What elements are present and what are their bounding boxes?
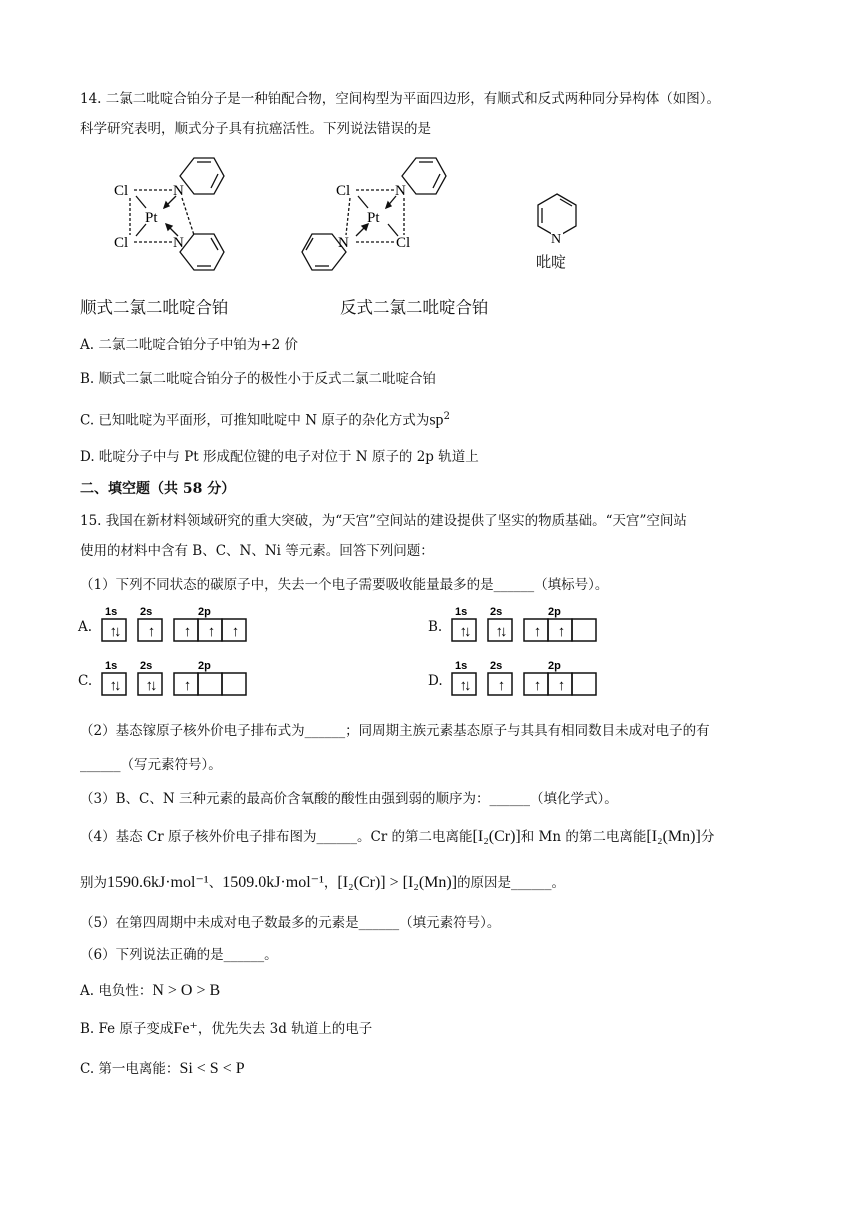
q14-option-c: [80, 408, 450, 430]
q15-part4-line1: [80, 828, 714, 846]
electron-arrows: ↑: [533, 678, 539, 694]
q15-part6-a-text: A. 电负性：: [80, 983, 153, 999]
caption-cis: 顺式二氯二吡啶合铂: [80, 298, 229, 317]
trans-n-bottom: N: [338, 235, 349, 251]
label-2p: 2p: [548, 660, 561, 672]
box-2p: [198, 673, 222, 695]
label-2s: 2s: [490, 606, 503, 618]
label-2s: 2s: [140, 606, 153, 618]
orbital-diagram: [450, 658, 610, 700]
trans-n-top: N: [395, 183, 406, 199]
orbital-diagram: [100, 604, 260, 646]
label-2s: 2s: [490, 660, 503, 672]
cis-n-bottom: N: [173, 235, 184, 251]
q15-part2-line2: ______（写元素符号）。: [80, 757, 222, 773]
box-2p: [572, 673, 596, 695]
electron-arrows: ↑: [497, 678, 503, 694]
q15-part6: （6）下列说法正确的是______。: [80, 947, 278, 963]
cis-cl-top: Cl: [114, 183, 129, 199]
electron-arrows: ↑↓: [109, 678, 119, 694]
q15-part4-comma: ，: [323, 875, 338, 891]
label-2p: 2p: [548, 606, 561, 618]
q14-option-d: D. 吡啶分子中与 Pt 形成配位键的电子对位于 N 原子的 2p 轨道上: [80, 449, 479, 465]
trans-cl-top: Cl: [336, 183, 351, 199]
label-1s: 1s: [455, 606, 468, 618]
q15-part4-sep: 、: [208, 875, 223, 891]
q15-part6-c-math: Si < S < P: [179, 1060, 245, 1077]
electron-arrows: ↑: [183, 624, 189, 640]
label-1s: 1s: [105, 660, 118, 672]
orbital-option-letter: C.: [78, 673, 93, 689]
electron-arrows: ↑: [231, 624, 237, 640]
orbital-option-letter: B.: [428, 619, 443, 635]
q14-option-c-math: sp: [429, 411, 444, 429]
q14-option-b: B. 顺式二氯二吡啶合铂分子的极性小于反式二氯二吡啶合铂: [80, 371, 437, 387]
q15-part4-i2cr: [I₂(Cr)]: [472, 828, 521, 845]
q15-part4-line2-a: 别为: [80, 875, 107, 891]
box-2p: [572, 619, 596, 641]
q15-part2-line1: （2）基态镓原子核外价电子排布式为______；同周期主族元素基态原子与其具有相同数目未成对电子的有: [80, 723, 710, 739]
q15-part4-text-a: （4）基态 Cr 原子核外价电子排布图为______。Cr 的第二电离能: [80, 829, 473, 845]
label-1s: 1s: [455, 660, 468, 672]
q14-option-c-text: C. 已知吡啶为平面形，可推知吡啶中 N 原子的杂化方式为: [80, 412, 430, 429]
q15-part4-text-c: 分: [700, 829, 715, 845]
cis-pt: Pt: [145, 210, 158, 226]
label-1s: 1s: [105, 606, 118, 618]
label-2s: 2s: [140, 660, 153, 672]
q15-part4-compare: [I₂(Cr)] > [I₂(Mn)]: [337, 874, 458, 891]
q15-part6-a-math: N > O > B: [152, 982, 221, 999]
electron-arrows: ↑↓: [109, 624, 119, 640]
trans-isomer-structure: [298, 150, 448, 285]
q15-part6-option-b: [80, 1020, 372, 1038]
caption-trans: 反式二氯二吡啶合铂: [340, 298, 489, 317]
q15-part4-val1: 1590.6kJ·mol⁻¹: [107, 874, 209, 891]
electron-arrows: ↑↓: [459, 624, 469, 640]
q15-part5: （5）在第四周期中未成对电子数最多的元素是______（填元素符号）。: [80, 915, 501, 931]
pyridine-n: N: [551, 232, 562, 247]
electron-arrows: ↑: [183, 678, 189, 694]
q15-part6-c-text: C. 第一电离能：: [80, 1061, 180, 1077]
q15-part4-text-b: 和 Mn 的第二电离能: [520, 829, 647, 845]
q14-stem-line1: 14. 二氯二吡啶合铂分子是一种铂配合物，空间构型为平面四边形，有顺式和反式两种同分异构体（如图）。: [80, 91, 721, 107]
q15-part6-b-text1: B. Fe 原子变成: [80, 1021, 174, 1037]
q15-part6-option-a: [80, 982, 220, 1000]
q15-part6-b-text2: ，优先失去 3d 轨道上的电子: [197, 1021, 373, 1037]
q14-stem-line2: 科学研究表明，顺式分子具有抗癌活性。下列说法错误的是: [80, 121, 431, 137]
pyridine-structure: [532, 188, 582, 248]
q15-part6-option-c: [80, 1060, 245, 1078]
electron-arrows: ↑: [557, 624, 563, 640]
q14-option-a: A. 二氯二吡啶合铂分子中铂为+2 价: [80, 337, 299, 353]
box-2p: [222, 673, 246, 695]
q14-option-c-sup: 2: [443, 411, 450, 422]
trans-pt: Pt: [367, 210, 380, 226]
cis-isomer-structure: [108, 150, 238, 285]
q15-stem-line2: 使用的材料中含有 B、C、N、Ni 等元素。回答下列问题：: [80, 543, 434, 559]
q15-part3: （3）B、C、N 三种元素的最高价含氧酸的酸性由强到弱的顺序为：______（填化学式）。: [80, 791, 618, 807]
q15-part4-i2mn: [I₂(Mn)]: [646, 828, 701, 845]
q15-part6-b-math: Fe⁺: [173, 1020, 198, 1037]
electron-arrows: ↑: [533, 624, 539, 640]
orbital-diagram: [450, 604, 610, 646]
q15-stem-line1: 15. 我国在新材料领域研究的重大突破，为“天宫”空间站的建设提供了坚实的物质基础。“天宫”空间站: [80, 513, 687, 529]
electron-arrows: ↑↓: [145, 678, 155, 694]
orbital-option-letter: A.: [78, 619, 93, 635]
q15-part4-line2-b: 的原因是______。: [457, 875, 566, 891]
electron-arrows: ↑: [207, 624, 213, 640]
cis-n-top: N: [173, 183, 184, 199]
electron-arrows: ↑↓: [495, 624, 505, 640]
electron-arrows: ↑: [147, 624, 153, 640]
electron-arrows: ↑↓: [459, 678, 469, 694]
label-2p: 2p: [198, 606, 211, 618]
label-2p: 2p: [198, 660, 211, 672]
q15-part1: （1）下列不同状态的碳原子中，失去一个电子需要吸收能量最多的是______（填标号）。: [80, 577, 609, 593]
q15-part4-val2: 1509.0kJ·mol⁻¹: [222, 874, 324, 891]
orbital-option-letter: D.: [428, 673, 443, 689]
trans-cl-bottom: Cl: [396, 235, 411, 251]
cis-cl-bottom: Cl: [114, 235, 129, 251]
q15-part4-line2: [80, 874, 565, 892]
section-heading: 二、填空题（共 58 分）: [80, 481, 236, 497]
electron-arrows: ↑: [557, 678, 563, 694]
caption-pyridine: 吡啶: [536, 253, 567, 271]
orbital-diagram: [100, 658, 260, 700]
